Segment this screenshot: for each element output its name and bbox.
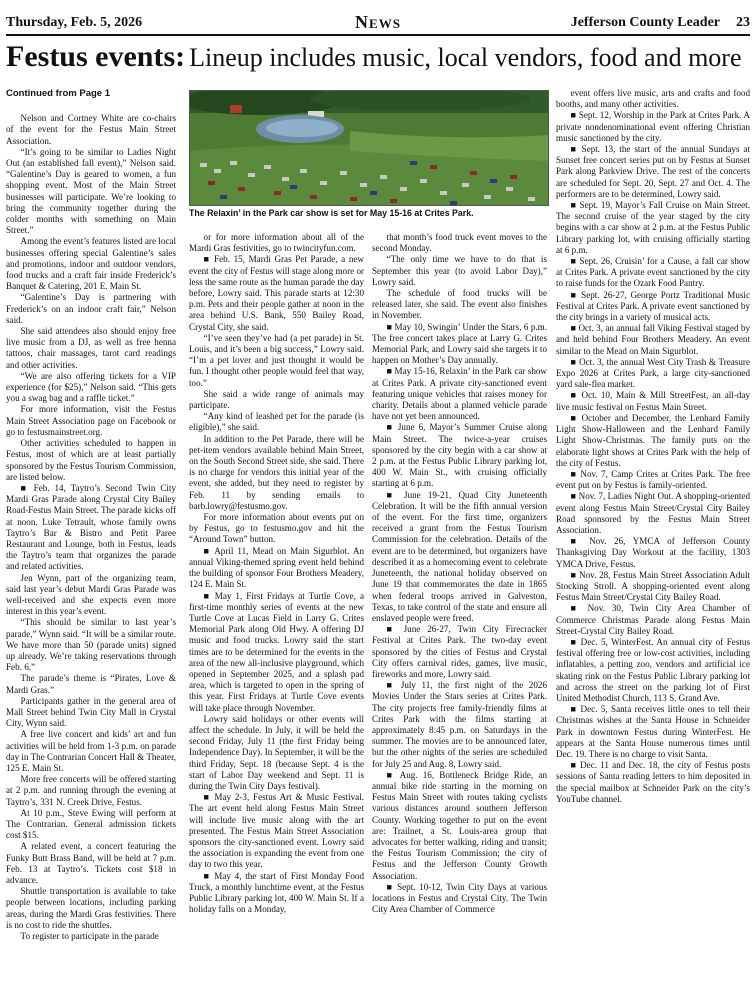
article-paragraph: She said attendees also should enjoy free live music from a DJ, as well as free henna tattoos, chair massages, tarot card readings and other activities. [6, 326, 176, 370]
article-paragraph: Shuttle transportation is available to take people between locations, including parking areas, during the Mardi Gras festivities. There is no cost to ride the shuttles. [6, 886, 176, 930]
headline [6, 40, 752, 80]
article-paragraph: Nelson and Cortney White are co-chairs of the event for the Festus Main Street Association. [6, 113, 176, 146]
article-paragraph: ■ Nov. 7, Camp Crites at Crites Park. The free event put on by Festus is family-oriented. [556, 468, 750, 491]
article-column-4 [556, 88, 750, 805]
page-header [6, 6, 750, 36]
article-paragraph: ■ Sept. 26-27, George Portz Traditional Music Festival at Crites Park. A private event sanctioned by the city brings in a variety of musical acts. [556, 289, 750, 323]
article-paragraph: ■ May 2-3, Festus Art & Music Festival. The art event held along Festus Main Street will include live music along with the art presented. The Festus Main Street Association sponsors the city-sanctioned event. Lowry said the association is expanding the event from one day to two this year. [189, 792, 364, 870]
article-paragraph: or for more information about all of the Mardi Gras festivities, go to twincityfun.com. [189, 232, 364, 254]
article-paragraph: event offers live music, arts and crafts and food booths, and many other activities. [556, 88, 750, 110]
article-paragraph: ■ Nov. 28, Festus Main Street Association Adult Stocking Stroll. A shopping-oriented event along Festus Main Street/Crystal City Bailey Road. [556, 569, 750, 603]
article-paragraph: ■ Oct. 3, the annual West City Trash & Treasure Expo 2026 at Crites Park, a large city-sanctioned yard sale-flea market. [556, 356, 750, 390]
article-paragraph: Among the event’s features listed are local businesses offering special Galentine’s sales and promotions, indoor and outdoor vendors, food trucks and a craft fair inside Frederick’s Banquet & Catering, 201 E. Main St. [6, 236, 176, 292]
article-paragraph: ■ Sept. 12, Worship in the Park at Crites Park. A private nondenominational event offering Christian music sanctioned by the city. [556, 110, 750, 143]
article-paragraph: ■ Sept. 13, the start of the annual Sundays at Sunset free concert series put on by Festus at Sunset Park along Parkview Drive. The rest of the concerts are scheduled for Sept. 20, Sept. 27 and Oct. 4. The performers are to be determined, Lowry said. [556, 144, 750, 199]
headline-kicker: Festus events: [6, 40, 186, 73]
article-column-2 [189, 232, 364, 915]
article-paragraph: ■ October and December, the Lenhard Family Light Show-Halloween and the Lenhard Family Light Show-Christmas. The family puts on the elaborate light shows at Crites Park with the help of the city of Festus. [556, 412, 750, 468]
article-paragraph: ■ Dec. 5, WinterFest. An annual city of Festus festival offering free or low-cost activities, including inflatables, a petting zoo, vendors and artificial ice skating rink on the Festus Public Library parking lot and across the street on the parking lot of First United Methodist Church, 113 S. Grand Ave. [556, 636, 750, 703]
article-paragraph: ■ June 6, Mayor’s Summer Cruise along Main Street. The twice-a-year cruises sponsored by the city begin with a car show at 2 p.m. at the Festus Public Library parking lot, 400 W. Main St., with cruising officially starting at 6 p.m. [372, 422, 547, 489]
car-show-photo [189, 90, 549, 206]
article-paragraph: “This should be similar to last year’s parade,” Wynn said. “It will be a similar route. We have more than 50 (parade units) signed up already. We’re taking reservations through Feb. 6.” [6, 617, 176, 673]
article-paragraph: ■ Feb. 14, Taytro’s Second Twin City Mardi Gras Parade along Crystal City Bailey Road-Festus Main Street. The parade kicks off at noon. Luke Tetrault, whose family owns Taytro’s Bar & Bistro and Petit Paree Restaurant and Lounge, both in Festus, leads the Taytro’s team that organizes the parade and related activities. [6, 482, 176, 572]
article-paragraph: ■ April 11, Mead on Main Sigurblot. An annual Viking-themed spring event held behind the building of sponsor Four Brothers Meadery, 124 E. Main St. [189, 545, 364, 590]
article-paragraph: ■ July 11, the first night of the 2026 Movies Under the Stars series at Crites Park. The city projects free family-friendly films at Crites Park with the films starting at approximately 8:45 p.m. on Saturdays in the summer. The movies are to be announced later, but the other nights of the series are scheduled for July 25 and Aug. 8, Lowry said. [372, 680, 547, 769]
section-label: News [355, 12, 401, 32]
article-paragraph: “We are also offering tickets for a VIP experience (for $25),” Nelson said. “This gets you a swag bag and a raffle ticket.” [6, 370, 176, 404]
article-paragraph: More free concerts will be offered starting at 2 p.m. and running through the evening at Taytro’s, 331 N. Creek Drive, Festus. [6, 774, 176, 807]
photo-illustration [190, 91, 549, 206]
article-paragraph: ■ May 15-16, Relaxin’ in the Park car show at Crites Park. A private city-sanctioned event featuring unique vehicles that raises money for charity. Details about a planned vehicle parade have not yet been announced. [372, 366, 547, 422]
article-paragraph: ■ Sept. 26, Cruisin’ for a Cause, a fall car show at Crites Park. A private event sanctioned by the city to raise funds for the Ozark Food Pantry. [556, 256, 750, 289]
article-paragraph: Other activities scheduled to happen in Festus, most of which are at least partially sponsored by the Festus Tourism Commission, are listed below. [6, 438, 176, 482]
headline-text: Lineup includes music, local vendors, food and more [189, 43, 742, 72]
article-column-1 [6, 88, 176, 942]
issue-date: Thursday, Feb. 5, 2026 [6, 15, 143, 30]
paper-info [555, 15, 750, 31]
article-paragraph: “I’ve seen they’ve had (a pet parade) in St. Louis, and it’s been a big success,” Lowry said. “I’m a pet lover and just thought it would be fun. I thought other people would feel that way, too.” [189, 332, 364, 388]
article-paragraph: ■ Feb. 15, Mardi Gras Pet Parade, a new event the city of Festus will stage along more or less the same route as the human parade the day before, Lowry said. This parade starts at 12:30 p.m. Pets and their people gather at noon in the area behind U.S. Bank, 550 Bailey Road, Crystal City, she said. [189, 254, 365, 332]
article-paragraph: ■ Aug. 16, Bottleneck Bridge Ride, an annual bike ride starting in the morning on Festus Main Street with routes taking cyclists various distances around southern Jefferson County. Working together to put on the event are: Trailnet, a St. Louis-area group that advocates for better walking, riding and transit; the Festus Tourism Commission; the city of Festus and the Jefferson County Growth Association. [372, 769, 547, 881]
article-paragraph: ■ Dec. 5, Santa receives little ones to tell their Christmas wishes at the Santa House in Schneider Park in downtown Festus during WinterFest. He appears at the Santa House numerous times until Dec. 19. There is no charge to visit Santa. [556, 704, 750, 759]
article-paragraph: ■ Oct. 3, an annual fall Viking Festival staged by and held behind Four Brothers Meadery. An event similar to the Mead on Main Sigurblot. [556, 323, 750, 356]
article-paragraph: ■ Sept. 10-12, Twin City Days at various locations in Festus and Crystal City. The Twin City Area Chamber of Commerce [372, 881, 547, 915]
article-paragraph: ■ Nov. 26, YMCA of Jefferson County Thanksgiving Day Workout at the facility, 1303 YMCA Drive, Festus. [556, 536, 750, 569]
article-paragraph: ■ Nov. 30, Twin City Area Chamber of Commerce Christmas Parade along Festus Main Street-Crystal City Bailey Road. [556, 603, 750, 636]
article-paragraph: A related event, a concert featuring the Funky Butt Brass Band, will be held at 7 p.m. Feb. 13 at Taytro’s. Tickets cost $18 in advance. [6, 841, 176, 886]
article-column-3 [372, 232, 547, 915]
article-paragraph: Lowry said holidays or other events will affect the schedule. In July, it will be held the second Friday, July 11 (the first Friday being Independence Day). In September, it will be the third Friday, Sept. 18 (because Sept. 4 is the start of Labor Day weekend and Sept. 11 is during the Twin City Days festival). [189, 713, 364, 791]
article-paragraph: “Any kind of leashed pet for the parade (is eligible),” she said. [189, 411, 364, 433]
article-paragraph: A free live concert and kids’ art and fun activities will be held from 1-3 p.m. on parade day in The Contrarian Concert Hall & Theater, 125 E. Main St. [6, 729, 177, 773]
paper-name: Jefferson County Leader [570, 15, 720, 30]
photo-caption: The Relaxin’ in the Park car show is set for May 15-16 at Crites Park. [189, 208, 474, 218]
article-paragraph: ■ Sept. 19, Mayor’s Fall Cruise on Main Street. The second cruise of the year staged by the city begins with a car show at 2 p.m. at the Festus Public Library parking lot, with cruising officially starting at 6 p.m. [556, 200, 750, 255]
article-paragraph: ■ May 4, the start of First Monday Food Truck, a monthly lunchtime event, at the Festus Public Library parking lot, 400 W. Main St. If a holiday falls on a Monday, [189, 870, 364, 915]
article-paragraph: To register to participate in the parade [20, 931, 159, 942]
article-paragraph: ■ May 10, Swingin’ Under the Stars, 6 p.m. The free concert takes place at Larry G. Crites Memorial Park, and Lowry said she targets it to happen on Mother’s Day annually. [372, 321, 547, 366]
article-paragraph: “It’s going to be similar to Ladies Night Out (an established fall event),” Nelson said. “Galentine’s Day is geared to women, a fun shopping event. Most of the Main Street businesses will participate. We’re looking to bring the community together during the colder months with something on Main Street.” [6, 146, 176, 236]
article-paragraph: “Galentine’s Day is partnering with Frederick’s on an indoor craft fair,” Nelson said. [6, 292, 176, 325]
article-paragraph: “The only time we have to do that is September this year (to avoid Labor Day),” Lowry said. [372, 254, 547, 287]
article-paragraph: For more information, visit the Festus Main Street Association page on Facebook or go to festusmainstreet.org. [6, 404, 176, 437]
article-paragraph: ■ June 19-21, Quad City Juneteenth Celebration. It will be the fifth annual version of the event. For the first time, organizers received a grant from the Festus Tourism Commission for the celebration. Details of the event are to be determined, but organizers have described it as a homecoming event to celebrate Juneteenth, the national holiday observed on June 19 that commemorates the date in 1865 when federal troops arrived in Galveston, Texas, to take control of the state and ensure all enslaved people were freed. [372, 489, 547, 623]
continued-line: Continued from Page 1 [6, 88, 110, 99]
article-paragraph: ■ Dec. 11 and Dec. 18, the city of Festus posts sessions of Santa reading letters to him deposited in the special mailbox at Schneider Park on the city’s YouTube channel. [556, 760, 750, 804]
article-paragraph: ■ Nov. 7, Ladies Night Out. A shopping-oriented event along Festus Main Street/Crystal City Bailey Road sponsored by the Festus Main Street Association. [556, 491, 750, 535]
article-paragraph: At 10 p.m., Steve Ewing will perform at The Contrarian. General admission tickets cost $15. [6, 807, 176, 841]
article-paragraph: ■ June 26-27, Twin City Firecracker Festival at Crites Park. The two-day event sponsored by the cities of Festus and Crystal City offers carnival rides, games, live music, fireworks and more, Lowry said. [372, 624, 547, 679]
page-number: 23 [736, 15, 750, 30]
article-paragraph: Participants gather in the general area of Mall Street behind Twin City Mall in Crystal City, Wynn said. [6, 695, 176, 729]
article-paragraph: ■ Oct. 10, Main & Mill StreetFest, an all-day live music festival on Festus Main Street. [556, 390, 750, 412]
article-paragraph: For more information about events put on by Festus, go to festusmo.gov and hit the “Around Town” button. [189, 512, 364, 545]
article-paragraph: Jen Wynn, part of the organizing team, said last year’s debut Mardi Gras Parade was well-received and she expects even more interest in this year’s event. [6, 572, 176, 617]
article-paragraph: ■ May 1, First Fridays at Turtle Cove, a first-time monthly series of events at the new Turtle Cove at Lucas Field in Larry G. Crites Memorial Park along Old Hwy. A offering DJ music and food trucks. Lowry said the start times are to be determined for the events in the area of the new all-inclusive playground, which opened in September 2025, and a splash pad area, which is targeted to open in the spring of this year. First Fridays at Turtle Cove events will take place through November. [189, 590, 364, 713]
article-paragraph: She said a wide range of animals may participate. [189, 388, 364, 411]
article-paragraph: The parade’s theme is “Pirates, Love & Mardi Gras.” [6, 673, 176, 695]
article-paragraph: The schedule of food trucks will be released later, she said. The event also finishes in November. [372, 288, 547, 321]
article-paragraph: In addition to the Pet Parade, there will be pet-item vendors available behind Main Street, on the South Second Street side, she said. There is no charge for vendors this initial year of the event, she added, but they need to register by Feb. 11 by sending emails to barb.lowry@festusmo.gov. [189, 433, 364, 511]
article-paragraph: that month’s food truck event moves to the second Monday. [372, 232, 547, 254]
